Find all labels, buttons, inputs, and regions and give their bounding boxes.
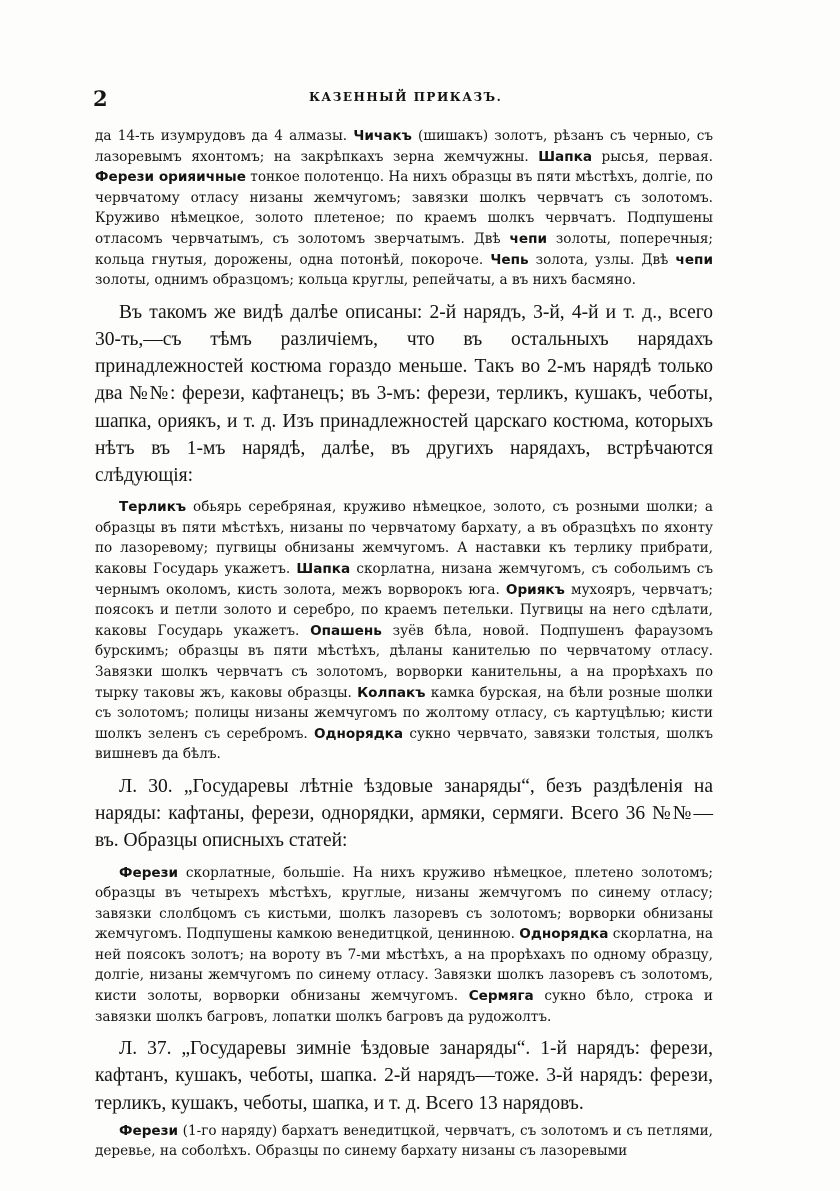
bold-term: Ферези (119, 864, 179, 881)
bold-term: Чепь (490, 251, 529, 268)
text-run: тонкое полотенцо. На нихъ образцы въ пяти мѣстѣхъ, долгіе, по червчатому отласу низаны жемчугомъ; завязки шолкъ червчатъ съ золотомъ. Круживо нѣмецкое, золото плетеное; по краемъ шолкъ червчатъ. Подпушены отласомъ червчатымъ, съ золотомъ зверчатымъ. Двѣ (95, 169, 713, 247)
paragraph (95, 863, 713, 1028)
bold-term: Ориякъ (505, 581, 565, 598)
text-run: золоты, однимъ образцомъ; кольца круглы, репейчаты, а въ нихъ басмяно. (95, 272, 636, 289)
text-run: Л. 30. „Государевы лѣтніе ѣздовые занаряды“, безъ раздѣленія на наряды: кафтаны, ферези, однорядки, армяки, сермяги. Всего 36 №№—въ. Образцы описныхъ статей: (95, 775, 713, 852)
paragraph (95, 773, 713, 855)
paragraph (95, 1121, 713, 1162)
bold-term: Терликъ (119, 499, 187, 516)
text-run: сукно червчато, завязки толстыя, шолкъ вишневъ да бѣлъ. (95, 725, 713, 763)
paragraph (95, 126, 713, 291)
bold-term: Однорядка (519, 926, 609, 943)
bold-term: чепи (509, 230, 547, 247)
text-run: сукно бѣло, строка и завязки шолкъ багровъ, лопатки шолкъ багровъ да рудожолтъ. (95, 988, 713, 1025)
bold-term: Ферези орияичные (95, 169, 246, 186)
bold-term: Шапка (538, 148, 592, 165)
page-header (93, 86, 713, 111)
text-run: (шишакъ) золотъ, рѣзанъ съ черныо, съ лазоревымъ яхонтомъ; на закрѣпкахъ зерна жемчужны. (95, 128, 713, 165)
text-run: да 14-ть изумрудовъ да 4 алмазы. (95, 128, 354, 144)
paragraph (95, 1035, 713, 1117)
bold-term: Чичакъ (353, 128, 412, 144)
text-run: скорлатна, низана жемчугомъ, съ собольимъ съ чернымъ околомъ, кисть золота, межъ ворворокъ юга. (95, 560, 713, 598)
page-number: 2 (93, 86, 108, 111)
text-run: обьярь серебряная, круживо нѣмецкое, золото, съ розными шолки; а образцы въ пяти мѣстѣхъ, низаны по червчатому бархату, а въ образцѣхъ по яхонту по лазоревому; пугвицы обнизаны жемчугомъ. А наставки къ терлику прибрати, каковы Государь укажетъ. (95, 499, 713, 577)
text-run: золота, узлы. Двѣ (528, 251, 676, 268)
text-run: зуёв бѣла, новой. Подпушенъ фараузомъ бурскимъ; образцы въ пяти мѣстѣхъ, дѣланы канителью по червчатому отласу. Завязки шолкъ червчатъ съ золотомъ, ворворки канительны, а на прорѣхахъ по тырку таковы жъ, каковы образцы. (95, 622, 714, 701)
text-run: рысья, первая. (592, 148, 713, 165)
bold-term: Опашень (310, 622, 382, 639)
text-run: скорлатные, большіе. На нихъ круживо нѣмецкое, плетено золотомъ; образцы въ четырехъ мѣстѣхъ, круглые, низаны жемчугомъ по синему отласу; завязки слолбцомъ съ кистьми, шолкъ лазоревъ съ золотомъ; ворворки обнизаны жемчугомъ. Подпушены камкою венедитцкой, ценинною. (95, 864, 713, 943)
text-run: золоты, поперечныя; кольца гнутыя, дорожены, одна потонѣй, покороче. (95, 230, 713, 268)
paragraph (95, 497, 713, 765)
bold-term: Колпакъ (357, 684, 426, 701)
bold-term: Ферези (119, 1122, 179, 1139)
text-run: Л. 37. „Государевы зимніе ѣздовые занаряды“. 1-й нарядъ: ферези, кафтанъ, кушакъ, чеботы, шапка. 2-й нарядъ—тоже. 3-й нарядъ: ферези, терликъ, кушакъ, чеботы, шапка, и т. д. Всего 13 нарядовъ. (95, 1038, 713, 1114)
paragraph (95, 299, 713, 489)
running-title: КАЗЕННЫЙ ПРИКАЗЪ. (309, 90, 503, 104)
bold-term: Однорядка (313, 725, 404, 742)
text-run: скорлатна, на ней поясокъ золотъ; на вороту въ 7-ми мѣстѣхъ, а на прорѣхахъ по одному образцу, долгіе, низаны жемчугомъ по синему отласу. Завязки шолкъ лазоревъ съ золотомъ, кисти золоты, ворворки обнизаны жемчугомъ. (95, 926, 713, 1005)
text-run: (1-го наряду) бархатъ венедитцкой, червчатъ, съ золотомъ и съ петлями, деревье, на соболѣхъ. Образцы по синему бархату низаны съ лазоревыми (95, 1122, 713, 1160)
page-body (95, 126, 713, 1162)
text-run: Въ такомъ же видѣ далѣе описаны: 2-й нарядъ, 3-й, 4-й и т. д., всего 30-ть,—съ тѣмъ различіемъ, что въ остальныхъ нарядахъ принадлежностей костюма гораздо меньше. Такъ во 2-мъ нарядѣ только два №№: ферези, кафтанецъ; въ 3-мъ: ферези, терликъ, кушакъ, чеботы, шапка, ориякъ, и т. д. Изъ принадлежностей царскаго костюма, которыхъ нѣтъ въ 1-мъ нарядѣ, далѣе, въ другихъ нарядахъ, встрѣчаются слѣдующія: (95, 301, 713, 486)
text-run: камка бурская, на бѣли розные шолки съ золотомъ; полицы низаны жемчугомъ по жолтому отласу, съ картуцѣлью; кисти шолкъ зеленъ съ серебромъ. (95, 684, 713, 742)
bold-term: Шапка (296, 560, 351, 577)
bold-term: чепи (675, 251, 713, 268)
bold-term: Сермяга (468, 988, 534, 1005)
text-run: мухояръ, червчатъ; поясокъ и петли золото и серебро, по краемъ петельки. Пугвицы на него сдѣлати, каковы Государь укажетъ. (95, 581, 714, 639)
